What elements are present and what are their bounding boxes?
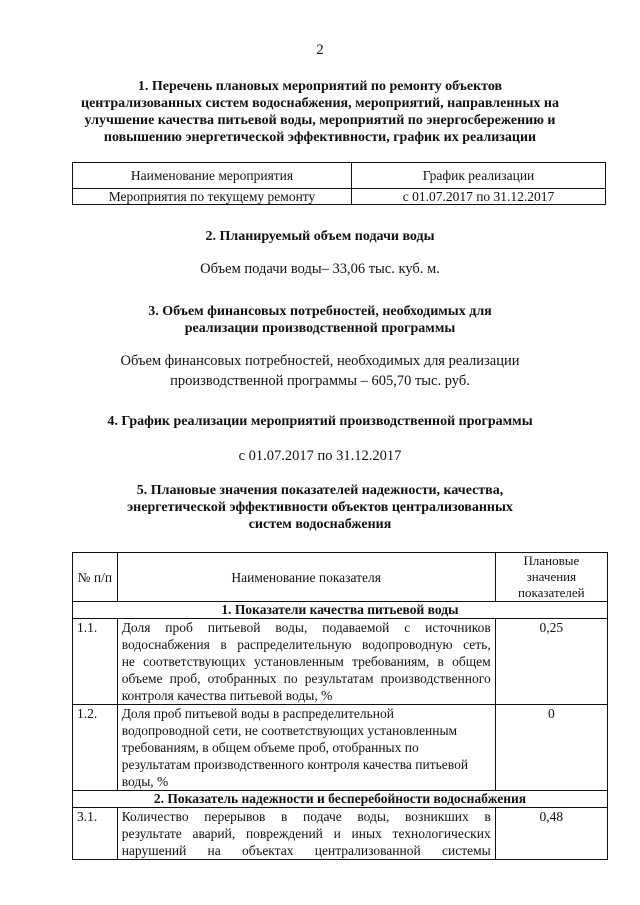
indicator-line: нарушений на объектах централизованной системы	[121, 843, 491, 858]
section3-text-line: производственной программы – 605,70 тыс. руб.	[170, 373, 470, 389]
indicator-line: водопроводной сети, не соответствующих установленным	[121, 723, 458, 738]
indicator-line: не соответствующих установленным требованиям, в общем	[121, 654, 491, 669]
row-value: 0,25	[495, 619, 607, 705]
activities-table	[72, 162, 606, 205]
section3-title-line: 3. Объем финансовых потребностей, необходимых для	[148, 304, 492, 319]
header-cell-activity: Наименование мероприятия	[73, 163, 352, 189]
section4-text: с 01.07.2017 по 31.12.2017	[238, 448, 402, 464]
group-title: 1. Показатели качества питьевой воды	[73, 602, 608, 619]
table-header-row	[73, 553, 608, 602]
section2-title: 2. Планируемый объем подачи воды	[205, 229, 435, 244]
group-title: 2. Показатель надежности и бесперебойности водоснабжения	[73, 791, 608, 808]
table-header-row	[73, 163, 606, 189]
indicator-line: контроля качества питьевой воды, %	[121, 688, 333, 703]
section1-title-line: 1. Перечень плановых мероприятий по ремонту объектов	[137, 79, 503, 94]
header-values-line: значения	[526, 569, 577, 584]
table-row	[73, 619, 608, 705]
indicator-line: водоснабжения в распределительную водопроводную сеть,	[121, 637, 491, 652]
section5-title-line: энергетической эффективности объектов централизованных	[127, 500, 513, 515]
header-cell-schedule: График реализации	[352, 163, 606, 189]
header-cell-number: № п/п	[73, 553, 118, 602]
table-row	[73, 808, 608, 860]
header-cell-values	[495, 553, 607, 602]
row-indicator	[117, 808, 495, 860]
row-indicator	[117, 619, 495, 705]
section4-title: 4. График реализации мероприятий производственной программы	[107, 414, 533, 429]
section3-text-line: Объем финансовых потребностей, необходимых для реализации	[120, 353, 520, 369]
row-value: 0,48	[495, 808, 607, 860]
indicator-line: Количество перерывов в подаче воды, возникших в	[121, 809, 491, 824]
row-number: 3.1.	[73, 808, 118, 860]
group-header-row	[73, 602, 608, 619]
section1-title-line: централизованных систем водоснабжения, мероприятий, направленных на	[81, 96, 559, 111]
row-number: 1.1.	[73, 619, 118, 705]
section5-title-line: 5. Плановые значения показателей надежности, качества,	[136, 483, 504, 498]
table-row	[73, 705, 608, 791]
indicator-line: Доля проб питьевой воды, подаваемой с источников	[121, 620, 491, 635]
indicator-line: результатам производственного контроля качества питьевой	[121, 757, 469, 772]
header-values-line: показателей	[518, 585, 585, 600]
row-value: 0	[495, 705, 607, 791]
section1-title	[0, 78, 640, 146]
indicator-line: Доля проб питьевой воды в распределительной	[121, 706, 394, 721]
indicator-line: результате аварий, повреждений и иных технологических	[121, 826, 491, 841]
row-indicator	[117, 705, 495, 791]
header-values-line: Плановые	[523, 553, 580, 568]
section5-title	[0, 482, 640, 533]
cell-schedule: с 01.07.2017 по 31.12.2017	[352, 189, 606, 205]
header-cell-indicator: Наименование показателя	[117, 553, 495, 602]
cell-activity: Мероприятия по текущему ремонту	[73, 189, 352, 205]
section5-title-line: систем водоснабжения	[248, 517, 392, 532]
section3-title-line: реализации производственной программы	[184, 321, 456, 336]
indicator-line: воды, %	[121, 774, 169, 789]
section1-title-line: улучшение качества питьевой воды, мероприятий по энергосбережению и	[84, 113, 556, 128]
page-number: 2	[316, 42, 324, 58]
indicator-line: требованиям, в общем объеме проб, отобранных по	[121, 740, 419, 755]
group-header-row	[73, 791, 608, 808]
row-number: 1.2.	[73, 705, 118, 791]
indicator-line: объеме проб, отобранных по результатам производственного	[121, 671, 491, 686]
section1-title-line: повышению энергетической эффективности, график их реализации	[103, 130, 537, 145]
table-row	[73, 189, 606, 205]
section2-text: Объем подачи воды– 33,06 тыс. куб. м.	[200, 261, 440, 277]
indicators-table	[72, 552, 608, 860]
section3-text	[0, 351, 640, 391]
section3-title	[0, 303, 640, 337]
